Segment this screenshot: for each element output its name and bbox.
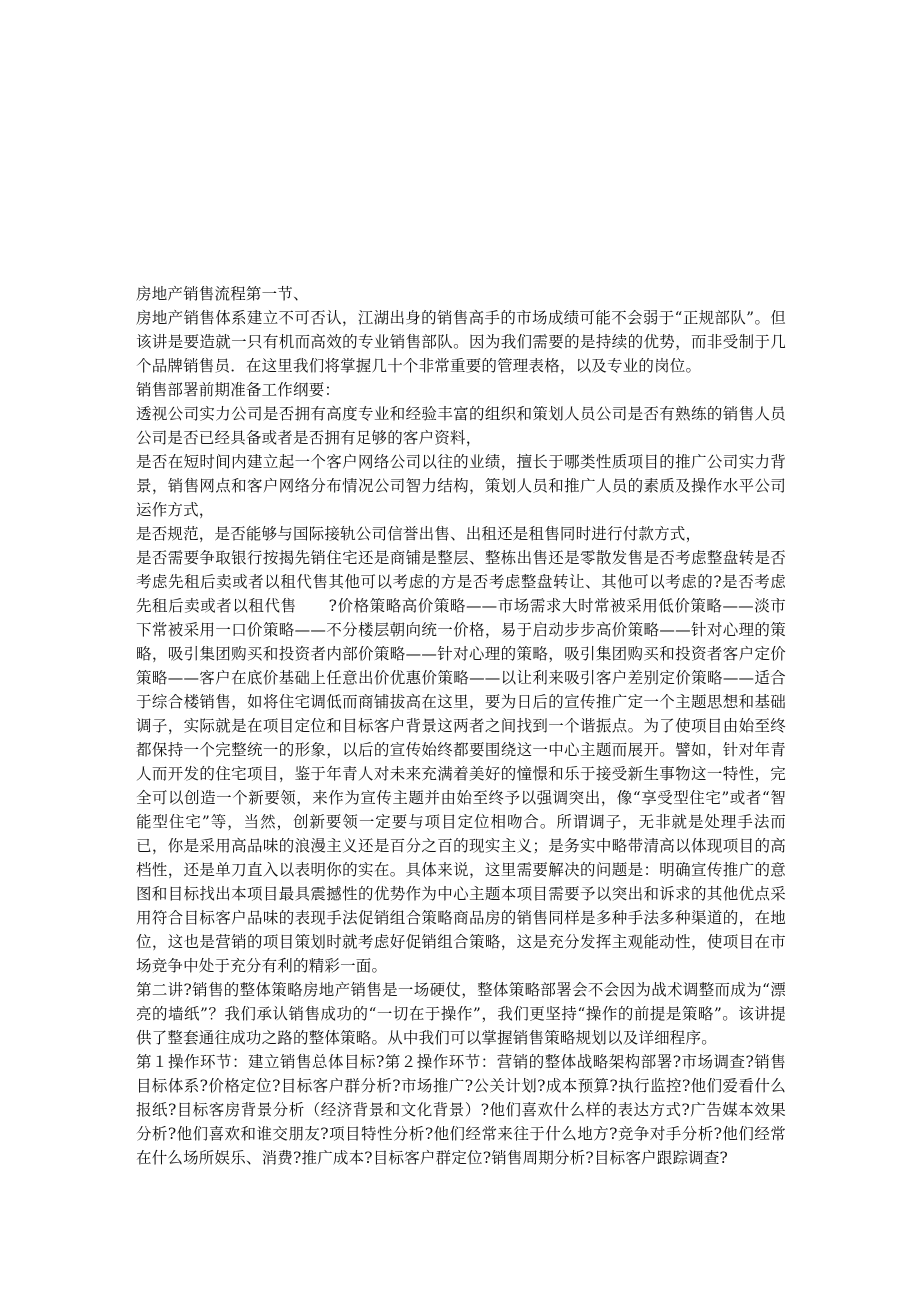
- pricing-strategy-paragraph: 是否需要争取银行按揭先销住宅还是商铺是整层、整栋出售还是零散发售是否考虑整盘转是否考虑先租后卖或者以租代售其他可以考虑的方是否考虑整盘转让、其他可以考虑的?是否考虑先租后卖或者以租代售 ?价格策略高价策略——市场需求大时常被采用低价策略——淡市下常被采用一口价策略——不分楼层朝向统一价格，易于启动步步高价策略——针对心理的策略，吸引集团购买和投资者内部价策略——针对心理的策略，吸引集团购买和投资者客户定价策略——客户在底价基础上任意出价优惠价策略——以让利来吸引客户差别定价策略——适合于综合楼销售，如将住宅调低而商铺拔高在这里，要为日后的宣传推广定一个主题思想和基础调子，实际就是在项目定位和目标客户背景这两者之间找到一个谐振点。为了使项目由始至终都保持一个完整统一的形象，以后的宣传始终都要围绕这一中心主题而展开。譬如，针对年青人而开发的住宅项目，鉴于年青人对未来充满着美好的憧憬和乐于接受新生事物这一特性，完全可以创造一个新要领，来作为宣传主题并由始至终予以强调突出，像“享受型住宅”或者“智能型住宅”等，当然，创新要领一定要与项目定位相吻合。所谓调子，无非就是处理手法而已，你是采用高品味的浪漫主义还是百分之百的现实主义；是务实中略带清高以体现项目的高档性，还是单刀直入以表明你的实在。具体来说，这里需要解决的问题是：明确宣传推广的意图和目标找出本项目最具震撼性的优势作为中心主题本项目需要予以突出和诉求的其他优点采用符合目标客户品味的表现手法促销组合策略商品房的销售同样是多种手法多种渠道的，在地位，这也是营销的项目策划时就考虑好促销组合策略，这是充分发挥主观能动性，使项目在市场竞争中处于充分有利的精彩一面。: [136, 549, 786, 975]
- operation-steps-paragraph: 第１操作环节：建立销售总体目标?第２操作环节：营销的整体战略架构部署?市场调查?销售目标体系?价格定位?目标客户群分析?市场推广?公关计划?成本预算?执行监控?他们爱看什么报纸?目标客房背景分析（经济背景和文化背景）?他们喜欢什么样的表达方式?广告媒本效果分析?他们喜欢和谁交朋友?项目特性分析?他们经常来往于什么地方?竞争对手分析?他们经常在什么场所娱乐、消费?推广成本?目标客户群定位?销售周期分析?目标客户跟踪调查?: [136, 1053, 786, 1167]
- standardization-paragraph: 是否规范，是否能够与国际接轨公司信誉出售、出租还是租售同时进行付款方式，: [136, 525, 702, 543]
- outline-heading: 销售部署前期准备工作纲要：: [136, 381, 341, 399]
- lecture-two-paragraph: 第二讲?销售的整体策略房地产销售是一场硬仗，整体策略部署会不会因为战术调整而成为“漂亮的墙纸”？我们承认销售成功的“一切在于操作”，我们更坚持“操作的前提是策略”。该讲提供了整套通往成功之路的整体策略。从中我们可以掌握销售策略规划以及详细程序。: [136, 981, 786, 1047]
- document-body: [136, 282, 786, 1170]
- intro-paragraph: 房地产销售体系建立不可否认，江湖出身的销售高手的市场成绩可能不会弱于“正规部队”。但该讲是要造就一只有机而高效的专业销售部队。因为我们需要的是持续的优势，而非受制于几个品牌销售员．在这里我们将掌握几十个非常重要的管理表格，以及专业的岗位。: [136, 309, 786, 375]
- section-heading: 房地产销售流程第一节、: [136, 285, 309, 303]
- customer-network-paragraph: 是否在短时间内建立起一个客户网络公司以往的业绩，擅长于哪类性质项目的推广公司实力背景，销售网点和客户网络分布情况公司智力结构，策划人员和推广人员的素质及操作水平公司运作方式，: [136, 453, 786, 519]
- company-strength-paragraph: 透视公司实力公司是否拥有高度专业和经验丰富的组织和策划人员公司是否有熟练的销售人员公司是否已经具备或者是否拥有足够的客户资料，: [136, 405, 786, 447]
